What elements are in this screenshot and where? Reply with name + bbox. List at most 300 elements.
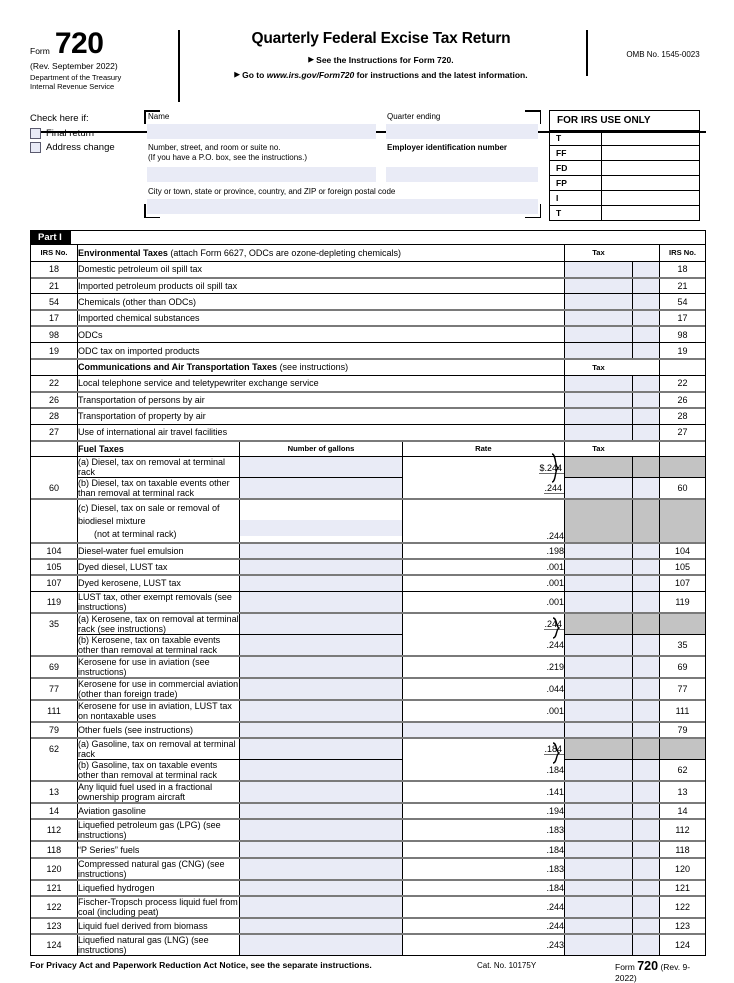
communications-title-rest: (see instructions) [279,362,349,373]
row-tax-cents[interactable] [632,781,660,803]
row-tax-cents[interactable] [632,310,660,326]
row-tax-dollars[interactable] [565,424,633,440]
row-irs-no-right: 22 [677,378,688,389]
row-tax-cents [632,738,660,760]
triangle-right-icon: ▶ [308,56,314,64]
row-tax-cents[interactable] [632,880,660,896]
row-irs-no [31,457,78,478]
table-row [31,559,705,575]
table-row [31,678,705,700]
row-irs-no: 79 [31,722,78,738]
irs-use-value-t1[interactable] [602,131,699,145]
row-tax-cents[interactable] [632,656,660,678]
privacy-act-notice: For Privacy Act and Paperwork Reduction Act Notice, see the separate instructions. [30,960,372,971]
row-gallons[interactable] [240,918,402,934]
spacer-irs-right [660,359,706,375]
row-irs-no: 26 [31,392,78,408]
row-gallons[interactable] [240,457,402,478]
table-row [31,310,705,326]
row-irs-no-right: 18 [677,264,688,275]
row-irs-no-right: 118 [675,844,690,855]
row-gallons[interactable] [240,803,402,819]
row-tax-cents [632,613,660,635]
irs-use-row-t1 [550,130,699,145]
row-irs-no [31,760,78,782]
row-irs-no-right: 54 [677,296,688,307]
row-rate: .198 [402,543,564,559]
row-description: Imported chemical substances [78,310,565,326]
col-header-rate: Rate [402,441,564,457]
row-irs-no-right: 17 [677,313,688,324]
row-tax-cents[interactable] [632,261,660,277]
table-row [31,841,705,857]
row-tax-cents[interactable] [632,478,660,500]
row-description: Aviation gasoline [78,803,240,819]
row-description: Kerosene for use in commercial aviation (other than foreign trade) [78,678,239,699]
row-irs-no: 124 [31,934,78,956]
row-rate: .244 [544,619,562,630]
department-line-2: Internal Revenue Service [30,81,115,91]
col-header-cents-3 [632,441,660,457]
row-tax-cents[interactable] [632,559,660,575]
row-rate: .001 [402,700,564,722]
table-row [31,392,705,408]
row-irs-no-right: 124 [674,940,691,951]
row-gallons[interactable] [240,543,402,559]
row-tax-dollars[interactable] [565,781,633,803]
irs-use-value-i[interactable] [602,191,699,205]
environmental-title-bold: Environmental Taxes [78,247,168,258]
row-irs-no-right: 120 [674,863,691,874]
row-irs-no: 14 [31,803,78,819]
table-row [31,781,705,803]
irs-use-row-ff [550,145,699,160]
row-tax-cents[interactable] [632,841,660,857]
row-tax-cents[interactable] [632,918,660,934]
form-header [30,27,706,104]
table-row [31,543,705,559]
address-change-row[interactable] [30,142,134,153]
table-row [31,294,705,310]
form-identity-block [30,27,175,91]
row-gallons[interactable] [240,722,402,738]
row-irs-no: 13 [31,781,78,803]
row-rate-cell [402,478,564,500]
row-tax-dollars [565,738,633,760]
table-row [31,803,705,819]
row-irs-no-right: 14 [677,806,688,817]
row-rate: $.244 [539,462,562,473]
row-tax-dollars[interactable] [565,310,633,326]
table-row [31,499,705,542]
row-irs-no: 112 [31,819,78,841]
row-irs-no: 28 [31,408,78,424]
goto-suffix: for instructions and the latest information. [356,70,528,80]
row-rate: .141 [402,781,564,803]
row-description: (a) Gasoline, tax on removal at terminal rack [78,738,240,760]
table-row [31,261,705,277]
row-gallons[interactable] [240,678,402,700]
city-input[interactable] [147,199,538,214]
table-row [31,738,705,760]
row-rate: .001 [402,575,564,591]
row-tax-dollars[interactable] [565,678,633,700]
row-tax-cents[interactable] [632,424,660,440]
row-description: Liquefied petroleum gas (LPG) (see instructions) [78,819,240,841]
row-description: Use of international air travel facilities [78,424,565,440]
row-tax-dollars[interactable] [565,326,633,342]
row-tax-dollars[interactable] [565,591,633,613]
row-tax-cents[interactable] [632,634,660,656]
row-description: ODC tax on imported products [78,343,565,359]
goto-prefix: Go to [242,70,265,80]
row-tax-dollars[interactable] [565,934,633,956]
row-irs-no: 119 [31,591,78,613]
row-irs-no-right: 112 [675,825,690,836]
row-tax-dollars[interactable] [565,760,633,782]
entity-information-block [30,110,706,220]
row-gallons[interactable] [240,478,402,500]
col-header-cents-1 [632,245,660,261]
row-tax-dollars[interactable] [565,841,633,857]
brace-62ab-icon [551,743,560,764]
row-irs-no: 77 [31,678,78,700]
table-row [31,934,705,956]
fuel-taxes-header-row [31,441,705,457]
row-tax-cents [632,457,660,478]
row-gallons-blank [240,505,401,520]
row-irs-no: 122 [31,896,78,918]
row-description: Compressed natural gas (CNG) (see instructions) [78,858,240,880]
row-gallons[interactable] [240,841,402,857]
row-tax-dollars[interactable] [565,375,633,391]
row-rate: .244 [402,634,564,656]
row-description: Other fuels (see instructions) [78,722,240,738]
row-irs-no: 18 [31,261,78,277]
row-tax-cents[interactable] [632,543,660,559]
city-label: City or town, state or province, country, and ZIP or foreign postal code [148,187,396,196]
row-description: LUST tax, other exempt removals (see instructions) [78,591,240,613]
irs-use-value-ff[interactable] [602,146,699,160]
final-return-checkbox[interactable] [30,128,41,139]
street-label-line-1: Number, street, and room or suite no. [148,143,281,152]
row-tax-cents[interactable] [632,591,660,613]
row-irs-no-right: 111 [675,705,690,716]
quarter-ending-label: Quarter ending [387,112,441,121]
row-description: Imported petroleum products oil spill tax [78,278,565,294]
table-row [31,700,705,722]
row-irs-no: 62 [31,738,78,760]
table-row [31,478,705,500]
row-description: Transportation of persons by air [78,392,565,408]
table-row [31,575,705,591]
col-header-tax-2: Tax [592,362,605,372]
header-divider-right [586,30,588,76]
row-description: Liquefied hydrogen [78,880,240,896]
row-tax-dollars[interactable] [565,803,633,819]
row-description-line-1: (c) Diesel, tax on sale or removal of biodiesel mixture [78,503,220,527]
irs-use-code-fd: FD [550,161,602,175]
row-tax-dollars[interactable] [565,722,633,738]
row-tax-dollars[interactable] [565,575,633,591]
row-gallons-cell [240,499,402,542]
row-tax-cents[interactable] [632,392,660,408]
row-irs-no: 17 [31,310,78,326]
row-description: Transportation of property by air [78,408,565,424]
row-irs-no-right: 19 [677,345,688,356]
brace-svg [551,742,560,764]
part-1-banner [31,231,705,245]
part-1-label: Part I [31,231,71,244]
row-irs-no [31,634,78,656]
brace-60ab-icon [550,457,560,478]
environmental-header-row [31,245,705,261]
irs-use-code-i: I [550,191,602,205]
row-tax-cents[interactable] [632,896,660,918]
row-rate: .243 [402,934,564,956]
irs-use-code-t1: T [550,131,602,145]
irs-use-value-fd[interactable] [602,161,699,175]
row-irs-no-right: 35 [660,634,706,656]
row-tax-dollars[interactable] [565,478,633,500]
row-irs-no: 35 [31,613,78,635]
communications-header-row [31,359,705,375]
quarter-ending-input[interactable] [386,124,538,139]
row-description: Kerosene for use in aviation, LUST tax on nontaxable uses [78,700,240,722]
row-irs-no-right [660,499,706,542]
row-irs-no: 98 [31,326,78,342]
communications-section-title [78,359,565,375]
row-rate: .001 [402,559,564,575]
final-return-label: Final return [46,128,95,139]
row-irs-no-right: 13 [677,787,688,798]
row-irs-no: 111 [31,700,78,722]
row-tax-cents[interactable] [632,760,660,782]
row-irs-no-right: 119 [675,596,690,607]
table-row [31,375,705,391]
name-label: Name [148,112,170,121]
col-header-tax-3: Tax [592,444,605,454]
catalog-number: Cat. No. 10175Y [477,961,537,971]
irs-use-value-fp[interactable] [602,176,699,190]
row-tax-cents[interactable] [632,858,660,880]
address-change-label: Address change [46,142,115,153]
row-tax-cents [632,499,660,542]
row-tax-cents[interactable] [632,678,660,700]
row-description: Dyed kerosene, LUST tax [78,575,240,591]
instructions-line: See the Instructions for Form 720. [316,55,454,65]
address-change-checkbox[interactable] [30,142,41,153]
row-gallons[interactable] [240,880,402,896]
row-rate: .184 [402,760,564,782]
row-irs-no: 105 [31,559,78,575]
part-1-table-wrapper [30,230,706,956]
row-irs-no-right: 21 [677,280,688,291]
for-irs-use-only-box [549,110,700,221]
street-input[interactable] [147,167,376,182]
row-gallons[interactable] [240,896,402,918]
row-tax-dollars[interactable] [565,278,633,294]
row-irs-no-right: 123 [674,921,691,932]
row-tax-cents[interactable] [632,375,660,391]
row-description: (a) Kerosene, tax on removal at terminal rack (see instructions) [78,613,239,634]
row-irs-no-right: 26 [677,394,688,405]
row-tax-dollars[interactable] [565,392,633,408]
row-irs-no: 22 [31,375,78,391]
row-rate-cell [402,457,564,478]
table-row [31,457,705,478]
irs-use-row-t2 [550,205,699,220]
row-rate-cell [402,613,564,635]
row-tax-cents[interactable] [632,408,660,424]
row-description: Domestic petroleum oil spill tax [78,261,565,277]
col-header-cents-2 [632,359,660,375]
form-footer [30,958,706,983]
address-fields-box [144,110,541,218]
row-description: Kerosene for use in aviation (see instructions) [78,656,240,678]
row-tax-cents[interactable] [632,819,660,841]
fuel-taxes-title: Fuel Taxes [78,441,240,457]
row-tax-cents[interactable] [632,326,660,342]
row-gallons[interactable] [240,700,402,722]
row-irs-no-right [660,613,706,635]
row-tax-dollars[interactable] [565,343,633,359]
triangle-right-icon-2: ▶ [234,71,240,79]
table-row [31,278,705,294]
row-irs-no-right: 105 [674,561,691,572]
row-tax-dollars[interactable] [565,656,633,678]
row-tax-dollars[interactable] [565,634,633,656]
row-rate: .244 [544,483,562,494]
row-tax-dollars[interactable] [565,880,633,896]
communications-title-bold: Communications and Air Transportation Taxes [78,362,278,373]
row-gallons[interactable] [240,520,401,536]
row-description: ODCs [78,326,565,342]
row-tax-cents[interactable] [632,803,660,819]
environmental-section-title [78,245,565,261]
row-description [78,499,240,542]
row-tax-dollars[interactable] [565,559,633,575]
row-tax-dollars [565,613,633,635]
row-gallons[interactable] [240,559,402,575]
row-tax-cents[interactable] [632,700,660,722]
row-description: (b) Diesel, tax on taxable events other than removal at terminal rack [78,478,240,500]
row-gallons[interactable] [240,613,402,635]
row-description: (b) Gasoline, tax on taxable events other than removal at terminal rack [78,760,240,782]
row-gallons[interactable] [240,858,402,880]
part-1-table [31,245,705,956]
row-tax-cents[interactable] [632,575,660,591]
goto-url[interactable]: www.irs.gov/Form720 [266,70,355,80]
row-tax-dollars[interactable] [565,819,633,841]
row-rate: .001 [402,591,564,613]
row-rate: .044 [402,678,564,700]
row-description: Any liquid fuel used in a fractional ownership program aircraft [78,781,240,803]
row-irs-no: 121 [31,880,78,896]
row-gallons[interactable] [240,575,402,591]
department-line-1: Department of the Treasury [30,72,122,82]
row-description-line-2: (not at terminal rack) [94,529,177,540]
row-gallons[interactable] [240,634,402,656]
table-row [31,722,705,738]
row-tax-dollars[interactable] [565,261,633,277]
row-tax-dollars[interactable] [565,858,633,880]
row-description: (a) Diesel, tax on removal at terminal rack [78,457,240,478]
row-rate: .183 [402,858,564,880]
row-irs-no: 104 [31,543,78,559]
irs-use-code-fp: FP [550,176,602,190]
row-gallons[interactable] [240,656,402,678]
row-rate: .244 [402,918,564,934]
row-irs-no-right: 79 [677,725,688,736]
row-rate: .184 [402,841,564,857]
form-revision: (Rev. September 2022) [30,60,118,71]
row-tax-dollars[interactable] [565,918,633,934]
row-rate: .244 [402,896,564,918]
name-input[interactable] [147,124,376,139]
irs-use-value-t2[interactable] [602,206,699,220]
row-irs-no: 107 [31,575,78,591]
check-here-label: Check here if: [30,113,89,124]
row-rate: .184 [544,744,562,755]
spacer-irs-right-fuel [660,441,706,457]
row-gallons[interactable] [240,781,402,803]
col-header-tax-1: Tax [592,248,605,258]
row-irs-no: 27 [31,424,78,440]
row-tax-cents[interactable] [632,278,660,294]
row-gallons[interactable] [240,591,402,613]
footer-form-number: 720 [637,959,659,974]
row-tax-cents[interactable] [632,722,660,738]
row-gallons[interactable] [240,819,402,841]
ein-label: Employer identification number [387,143,508,152]
row-tax-dollars[interactable] [565,700,633,722]
row-description: Fischer-Tropsch process liquid fuel from coal (including peat) [78,896,240,918]
row-tax-dollars[interactable] [565,896,633,918]
spacer-irs [31,359,78,375]
row-gallons[interactable] [240,934,402,956]
omb-number: OMB No. 1545-0023 [626,50,700,59]
header-divider-left [178,30,180,102]
row-tax-cents[interactable] [632,934,660,956]
row-irs-no-right: 77 [677,683,688,694]
table-row [31,634,705,656]
form-720-page [0,27,734,983]
row-irs-no-right [660,457,706,478]
ein-input[interactable] [386,167,538,182]
row-tax-cents[interactable] [632,343,660,359]
row-description: Liquid fuel derived from biomass [78,918,240,934]
row-irs-no-right: 107 [674,578,691,589]
table-row [31,408,705,424]
row-rate[interactable] [402,722,564,738]
row-tax-dollars[interactable] [565,408,633,424]
row-gallons[interactable] [240,738,402,760]
row-tax-dollars[interactable] [565,294,633,310]
table-row [31,343,705,359]
footer-revision: (Rev. 9-2022) [615,962,691,983]
final-return-row[interactable] [30,128,134,139]
irs-use-row-i [550,190,699,205]
row-irs-no-right: 28 [677,411,688,422]
row-tax-dollars[interactable] [565,543,633,559]
row-irs-no-right: 62 [660,760,706,782]
row-tax-cents[interactable] [632,294,660,310]
table-row [31,656,705,678]
form-number: 720 [54,27,104,60]
row-gallons[interactable] [240,760,402,782]
footer-form-identity [615,959,706,983]
